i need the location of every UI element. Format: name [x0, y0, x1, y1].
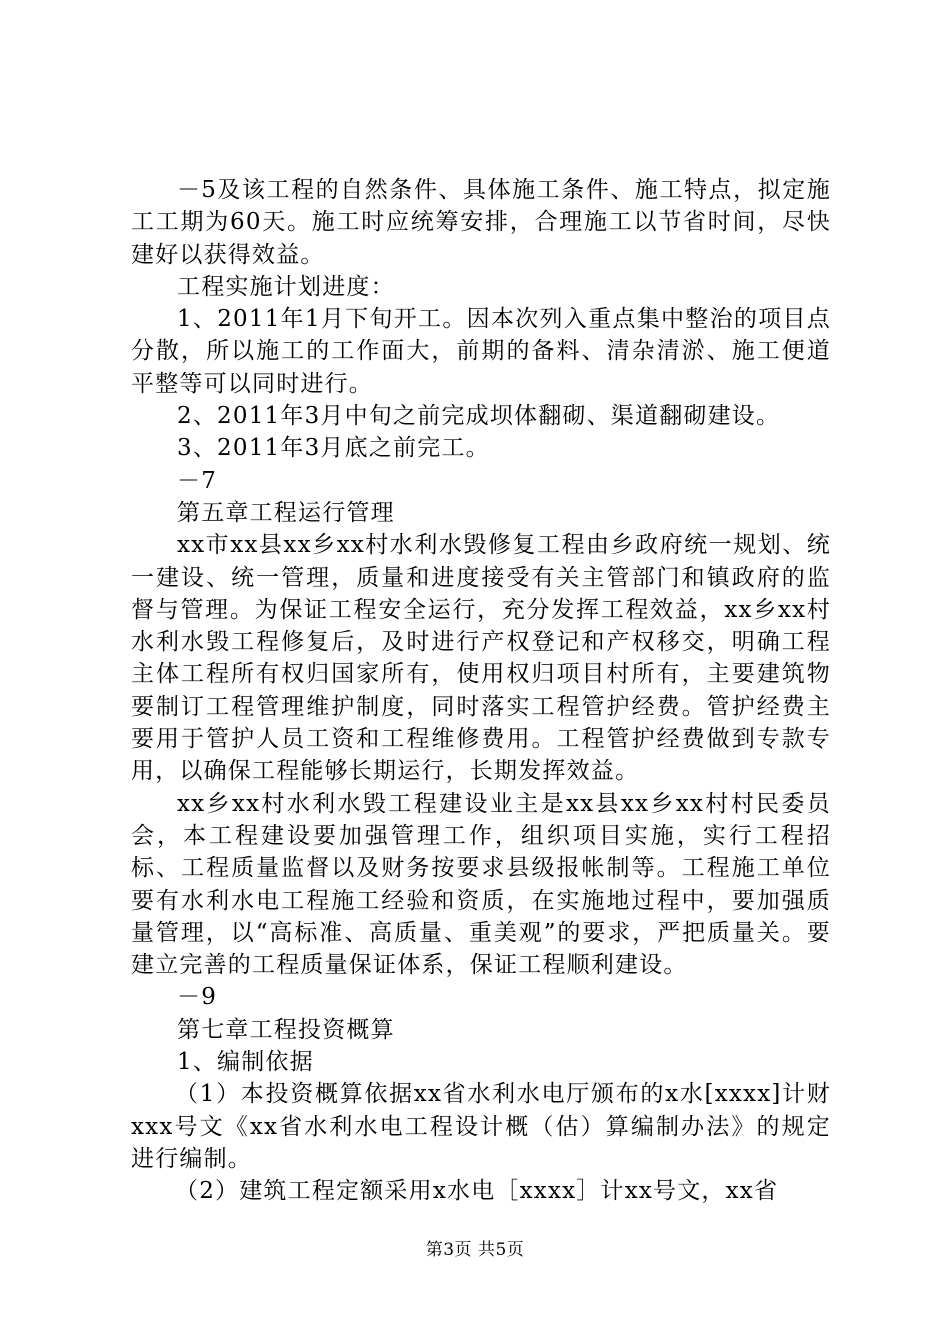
paragraph-plan-item-1: 1、2011年1月下旬开工。因本次列入重点集中整治的项目点分散，所以施工的工作面大，前期的备料、清杂清淤、施工便道平整等可以同时进行。 [131, 306, 831, 397]
chapter-heading-5: 第五章工程运行管理 [177, 499, 395, 526]
page-marker-9: －9 [177, 984, 218, 1011]
paragraph-plan-item-3: 3、2011年3月底之前完工。 [177, 435, 490, 462]
paragraph-plan-heading: 工程实施计划进度： [177, 273, 395, 300]
paragraph-basis-item-1: （1）本投资概算依据xx省水利水电厅颁布的x水[xxxx]计财xxx号文《xx省水利水电工程设计概（估）算编制办法》的规定进行编制。 [131, 1081, 831, 1172]
chapter-heading-7: 第七章工程投资概算 [177, 1016, 395, 1043]
paragraph-construction-period: －5及该工程的自然条件、具体施工条件、施工特点，拟定施工工期为60天。施工时应统筹安排，合理施工以节省时间，尽快建好以获得效益。 [131, 177, 831, 268]
paragraph-operation-management: xx市xx县xx乡xx村水利水毁修复工程由乡政府统一规划、统一建设、统一管理，质量和进度接受有关主管部门和镇政府的监督与管理。为保证工程安全运行，充分发挥工程效益，xx乡xx村水利水毁工程修复后，及时进行产权登记和产权移交，明确工程主体工程所有权归国家所有，使用权归项目村所有，主要建筑物要制订工程管理维护制度，同时落实工程管护经费。管护经费主要用于管护人员工资和工程维修费用。工程管护经费做到专款专用，以确保工程能够长期运行，长期发挥效益。 [131, 532, 831, 785]
document-body [131, 174, 831, 1208]
paragraph-plan-item-2: 2、2011年3月中旬之前完成坝体翻砌、渠道翻砌建设。 [177, 403, 781, 430]
paragraph-construction-owner: xx乡xx村水利水毁工程建设业主是xx县xx乡xx村村民委员会，本工程建设要加强管理工作，组织项目实施，实行工程招标、工程质量监督以及财务按要求县级报帐制等。工程施工单位要有水利水电工程施工经验和资质，在实施地过程中，要加强质量管理，以“高标准、高质量、重美观”的要求，严把质量关。要建立完善的工程质量保证体系，保证工程顺利建设。 [131, 790, 831, 979]
paragraph-basis-item-2: （2）建筑工程定额采用x水电［xxxx］计xx号文，xx省 [175, 1178, 779, 1205]
section-heading-basis: 1、编制依据 [177, 1049, 314, 1076]
page-footer: 第3页 共5页 [425, 1240, 525, 1260]
page-marker-7: －7 [177, 467, 218, 494]
